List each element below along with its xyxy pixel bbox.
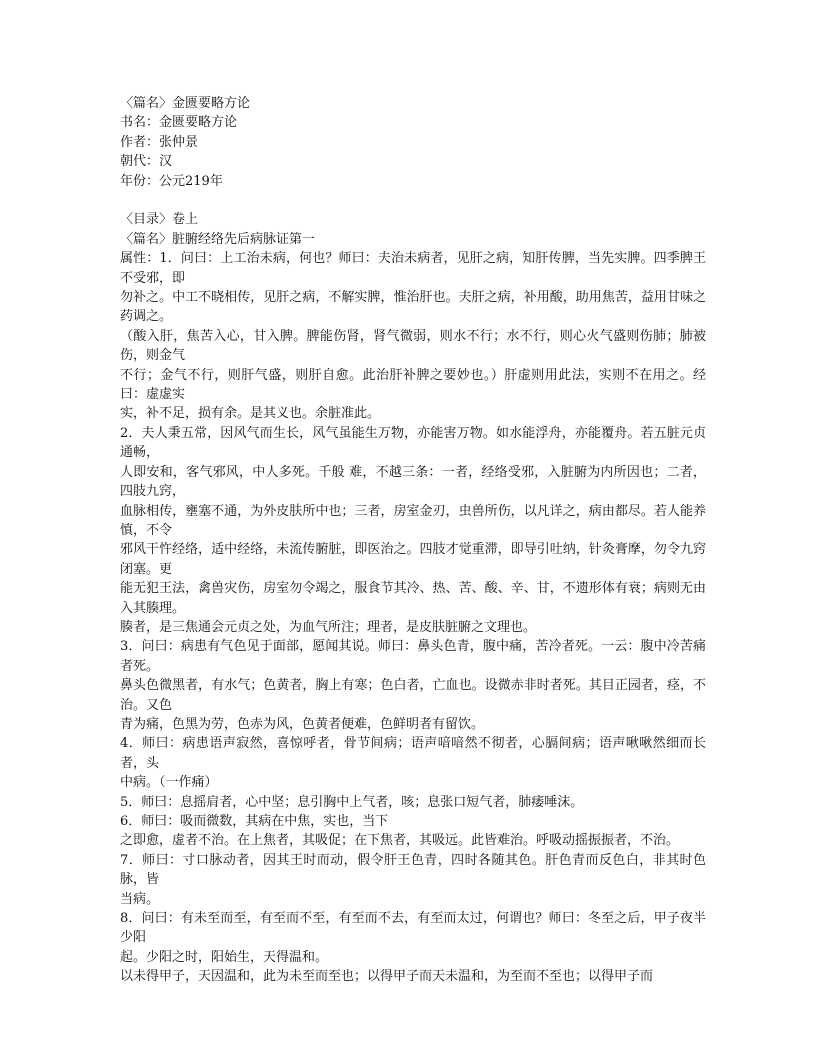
text-line: 当病。 — [120, 891, 160, 907]
text-line: 起。少阳之时，阳始生，天得温和。 — [120, 949, 329, 965]
text-line: 能无犯王法，禽兽灾伤，房室勿令竭之，服食节其冷、热、苦、酸、辛、甘，不遗形体有衰；病则无由入其腠理。 — [120, 581, 706, 616]
dynasty: 朝代：汉 — [120, 154, 173, 170]
catalog-heading: 〈目录〉卷上 — [120, 212, 199, 228]
text-line: 血脉相传，壅塞不通，为外皮肤所中也；三者，房室金刃，虫兽所伤，以凡详之，病由都尽。若人能养慎，不令 — [120, 503, 706, 538]
author: 作者：张仲景 — [120, 134, 199, 150]
text-line: 4．师曰：病患语声寂然，喜惊呼者，骨节间病；语声喑喑然不彻者，心膈间病；语声啾啾然细而长者，头 — [120, 736, 706, 771]
text-line: （酸入肝，焦苦入心，甘入脾。脾能伤肾，肾气微弱，则水不行；水不行，则心火气盛则伤肺；肺被伤，则金气 — [120, 328, 706, 364]
text-line: 之即愈，虚者不治。在上焦者，其吸促；在下焦者，其吸远。此皆难治。呼吸动摇振振者，不治。 — [120, 833, 680, 849]
text-line: 青为痛，色黑为劳，色赤为风，色黄者便难，色鲜明者有留饮。 — [120, 716, 485, 732]
text-line: 不行；金气不行，则肝气盛，则肝自愈。此治肝补脾之要妙也。）肝虚则用此法，实则不在用之。经曰：虚虚实 — [120, 367, 706, 403]
text-line: 勿补之。中工不晓相传，见肝之病，不解实脾，惟治肝也。夫肝之病，补用酸，助用焦苦，益用甘味之药调之。 — [120, 290, 706, 325]
document-page — [120, 94, 706, 987]
text-line: 中病。（一作痛） — [120, 775, 218, 791]
text-line: 腠者，是三焦通会元贞之处，为血气所注；理者，是皮肤脏腑之文理也。 — [120, 619, 537, 635]
text-line: 属性：1．问曰：上工治未病，何也？师曰：夫治未病者，见肝之病，知肝传脾，当先实脾。四季脾王不受邪，即 — [120, 251, 706, 286]
text-line: 5．师曰：息摇肩者，心中坚；息引胸中上气者，咳；息张口短气者，肺痿唾沫。 — [120, 794, 584, 810]
text-line: 以未得甲子，天因温和，此为未至而至也；以得甲子而天未温和，为至而不至也；以得甲子而 — [120, 969, 654, 985]
section-title: 〈篇名〉脏腑经络先后病脉证第一 — [120, 231, 316, 247]
book-name: 书名：金匮要略方论 — [120, 115, 238, 131]
text-line: 6．师曰：吸而微数，其病在中焦，实也，当下 — [120, 814, 389, 830]
text-line: 人即安和，客气邪风，中人多死。千般 难，不越三条：一者，经络受邪，入脏腑为内所因也；二者，四肢九窍， — [120, 464, 706, 500]
text-line: 鼻头色微黑者，有水气；色黄者，胸上有寒；色白者，亡血也。设微赤非时者死。其目正园者，痉，不治。又色 — [120, 678, 706, 713]
text-line: 实，补不足，损有余。是其义也。余脏准此。 — [120, 406, 381, 422]
text-line: 7．师曰：寸口脉动者，因其王时而动，假令肝王色青，四时各随其色。肝色青而反色白，非其时色脉，皆 — [120, 852, 706, 888]
year: 年份：公元219年 — [120, 173, 223, 189]
spacer — [120, 191, 706, 210]
text-line: 邪风干忤经络，适中经络，未流传腑脏，即医治之。四肢才觉重滞，即导引吐纳，针灸膏摩，勿令九窍闭塞。更 — [120, 542, 706, 577]
text-line: 3．问曰：病患有气色见于面部，愿闻其说。师曰：鼻头色青，腹中痛，苦冷者死。一云：腹中冷苦痛者死。 — [120, 639, 706, 674]
text-line: 8．问曰：有未至而至，有至而不至，有至而不去，有至而太过，何谓也？师曰：冬至之后，甲子夜半少阳 — [120, 911, 706, 946]
chapter-heading: 〈篇名〉金匮要略方论 — [120, 96, 251, 111]
text-line: 2．夫人秉五常，因风气而生长，风气虽能生万物，亦能害万物。如水能浮舟，亦能覆舟。若五脏元贞通畅， — [120, 425, 706, 461]
